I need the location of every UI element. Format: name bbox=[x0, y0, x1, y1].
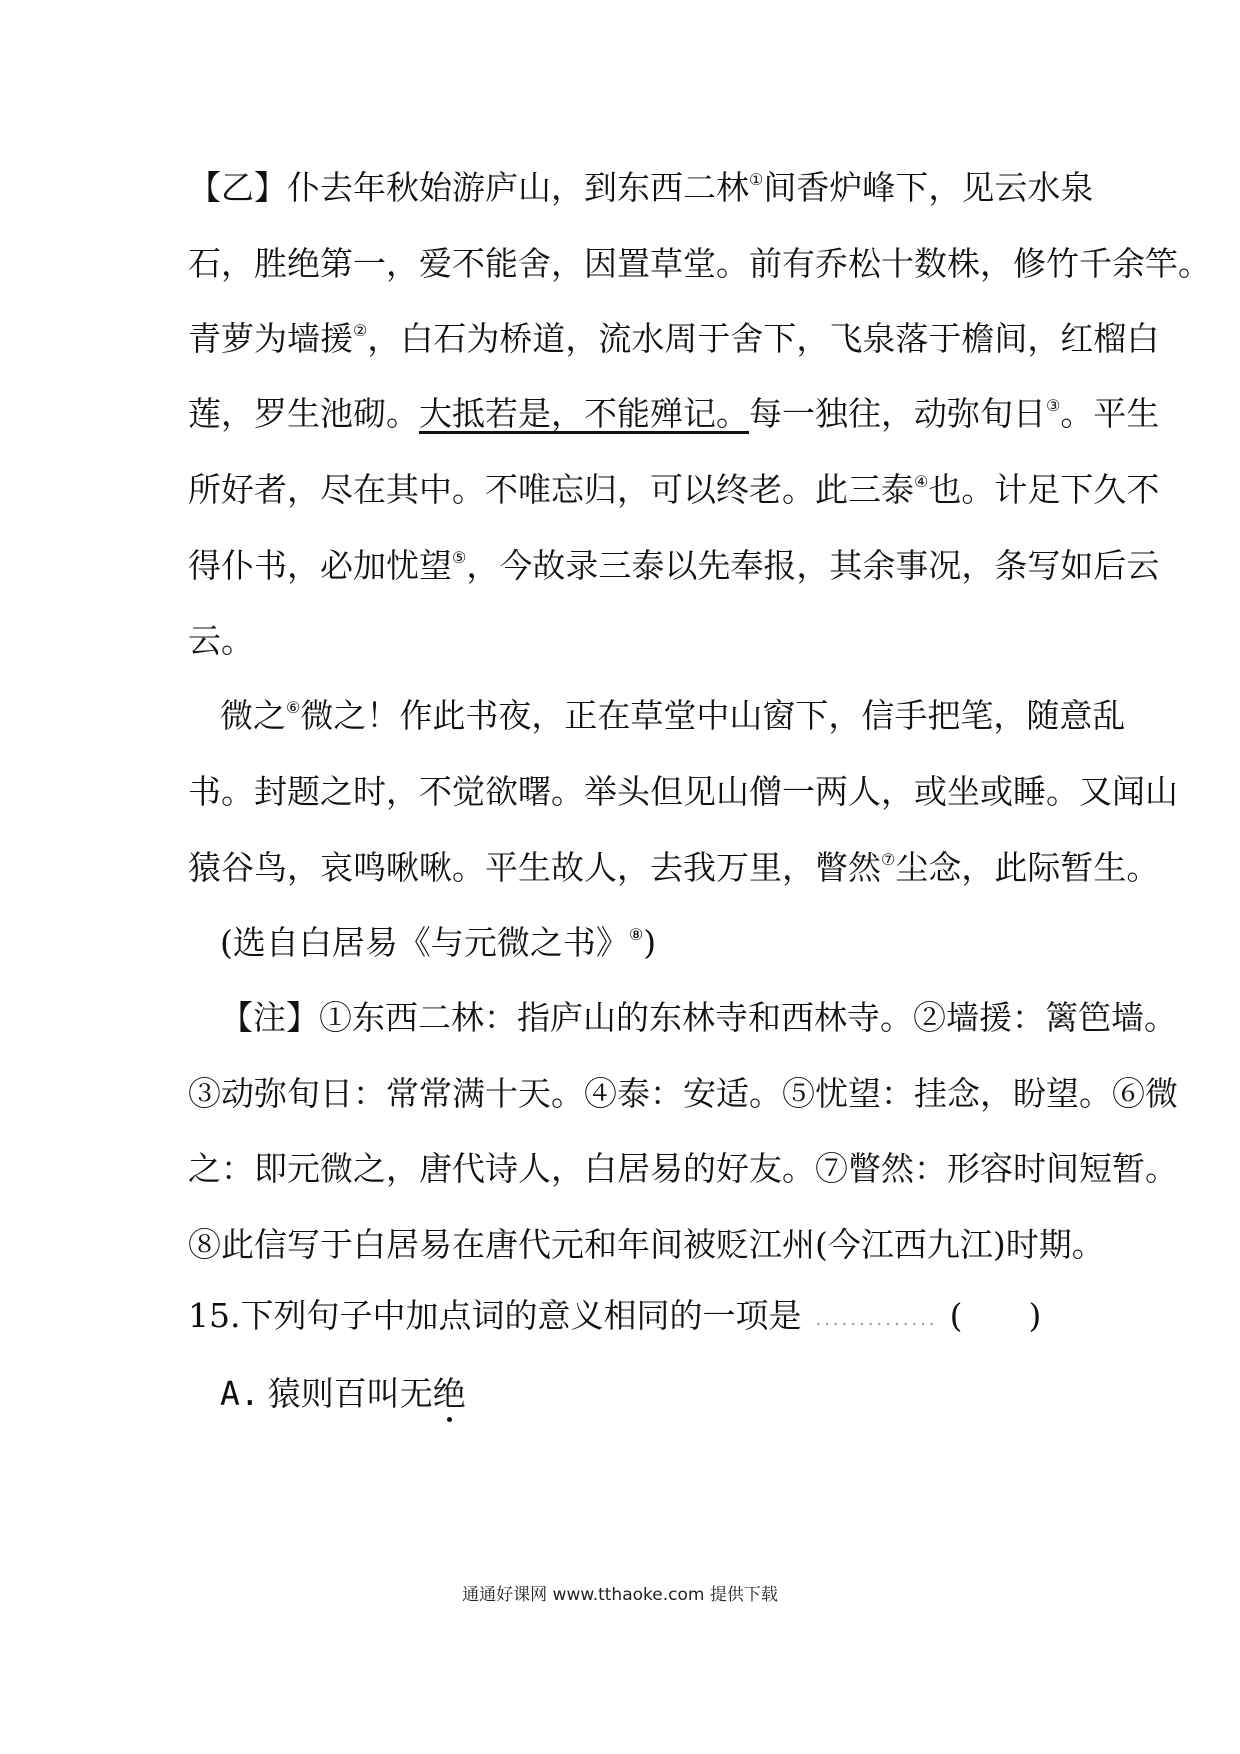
footnote-marker-7: ⑦ bbox=[881, 850, 896, 869]
passage-line-5: 所好者，尽在其中。不唯忘归，可以终老。此三泰④也。计足下久不 bbox=[188, 470, 1160, 509]
passage-line-1: 【乙】仆去年秋始游庐山，到东西二林①间香炉峰下，见云水泉 bbox=[188, 168, 1094, 207]
dotted-word: 绝 bbox=[433, 1364, 466, 1424]
answer-blank[interactable]: ( ) bbox=[949, 1296, 1042, 1335]
note-line-3: 之：即元微之，唐代诗人，白居易的好友。⑦瞥然：形容时间短暂。 bbox=[188, 1149, 1178, 1188]
passage-line-8: 微之⑥微之！作此书夜，正在草堂中山窗下，信手把笔，随意乱 bbox=[220, 696, 1126, 735]
footnote-marker-8: ⑧ bbox=[628, 925, 644, 944]
passage-line-6: 得仆书，必加忧望⑤，今故录三泰以先奉报，其余事况，条写如后云 bbox=[188, 546, 1160, 585]
question-stem: 15.下列句子中加点词的意义相同的一项是 bbox=[188, 1296, 802, 1335]
note-line-2: ③动弥旬日：常常满十天。④泰：安适。⑤忧望：挂念，盼望。⑥微 bbox=[188, 1074, 1178, 1113]
option-a-label: A. bbox=[220, 1374, 260, 1413]
footnote-marker-6: ⑥ bbox=[286, 698, 301, 717]
dot-leader: .............. bbox=[815, 1309, 938, 1330]
question-stem-line bbox=[188, 1286, 1058, 1346]
footnote-marker-3: ③ bbox=[1046, 396, 1061, 415]
option-a[interactable] bbox=[220, 1364, 1058, 1424]
passage-line-10: 猿谷鸟，哀鸣啾啾。平生故人，去我万里，瞥然⑦尘念，此际暂生。 bbox=[188, 848, 1160, 887]
passage-line-4: 莲，罗生池砌。大抵若是，不能殚记。每一独往，动弥旬日③。平生 bbox=[188, 394, 1160, 433]
passage-line-7: 云。 bbox=[188, 621, 254, 660]
note-line-1: 【注】①东西二林：指庐山的东林寺和西林寺。②墙援：篱笆墙。 bbox=[220, 998, 1177, 1037]
footnote-marker-1: ① bbox=[749, 170, 764, 189]
passage-source: (选自白居易《与元微之书》⑧) bbox=[220, 923, 657, 962]
page-footer: 通通好课网 www.tthaoke.com 提供下载 bbox=[462, 1585, 778, 1605]
passage-line-3: 青萝为墙援②，白石为桥道，流水周于舍下，飞泉落于檐间，红榴白 bbox=[188, 319, 1160, 358]
option-a-text: 猿则百叫无 bbox=[267, 1374, 433, 1413]
passage-line-2: 石，胜绝第一，爱不能舍，因置草堂。前有乔松十数株，修竹千余竿。 bbox=[188, 244, 1211, 283]
footnote-marker-2: ② bbox=[353, 321, 368, 340]
underlined-sentence: 大抵若是，不能殚记。 bbox=[419, 394, 749, 433]
footnote-marker-5: ⑤ bbox=[452, 548, 467, 567]
footnote-marker-4: ④ bbox=[914, 472, 929, 491]
note-line-4: ⑧此信写于白居易在唐代元和年间被贬江州(今江西九江)时期。 bbox=[188, 1225, 1105, 1264]
passage-line-9: 书。封题之时，不觉欲曙。举头但见山僧一两人，或坐或睡。又闻山 bbox=[188, 772, 1178, 811]
